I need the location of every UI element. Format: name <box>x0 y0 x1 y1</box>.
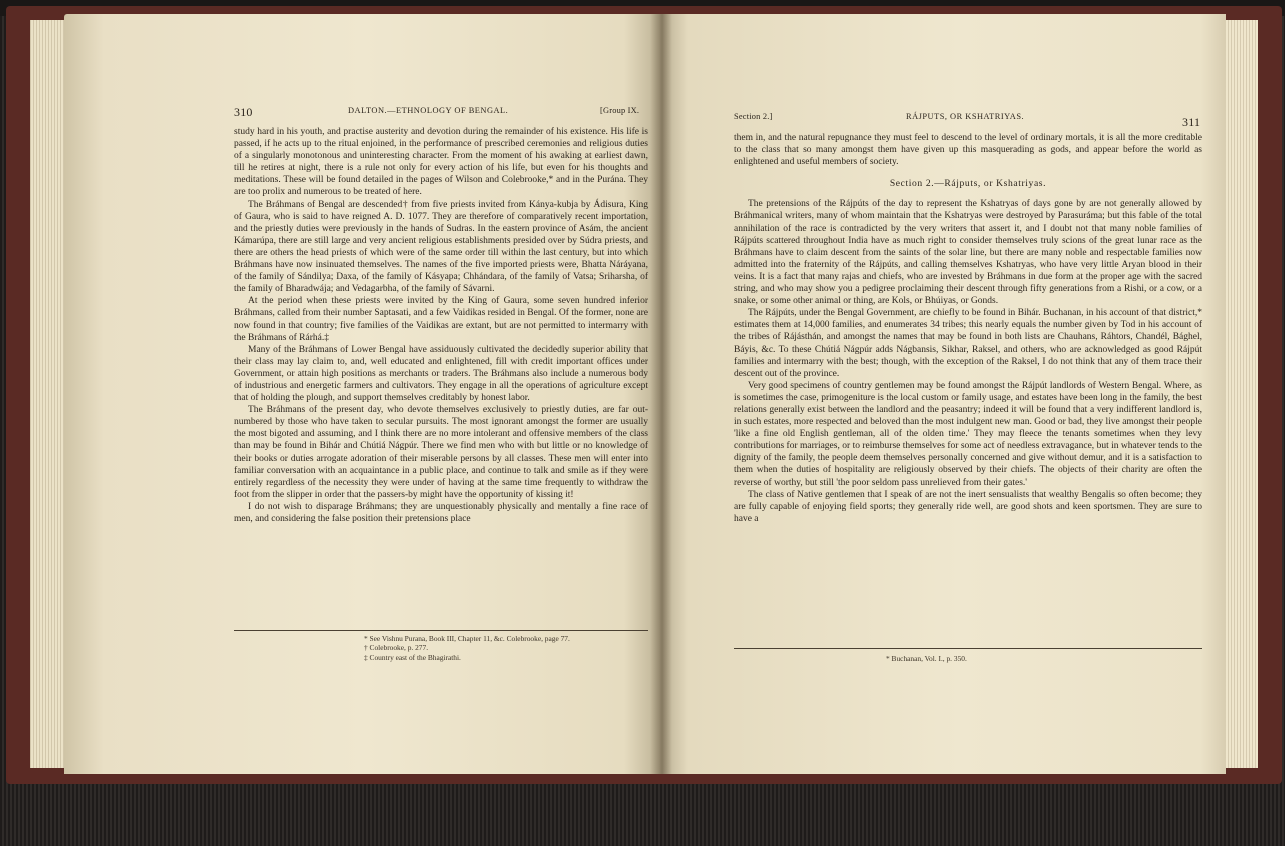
right-intro-paragraph: them in, and the natural repugnance they must feel to descend to the level of ordinary mortals, it is all the more creditable to the class that so many amongst them have given up this masquerading as gods, and appear before the world as enlightened and useful members of society. <box>734 133 1202 168</box>
left-paragraph: study hard in his youth, and practise austerity and devotion during the remainder of his existence. His life is passed, if he acts up to the ritual enjoined, in the performance of prescribed ceremonies and religious duties of a singularly monotonous and uninteresting character. From the moment of his awaking at earliest dawn, till he retires at night, there is a rule not only for every action of his life, but even for his thoughts and meditations. These will be found detailed in the pages of Wilson and Colebrooke,* and in the Purána. They are too prolix and numerous to be treated of here. <box>234 127 648 198</box>
right-page <box>660 14 1226 774</box>
section-heading: Section 2.—Rájputs, or Kshatriyas. <box>889 178 1047 190</box>
right-footnote-rule <box>734 648 1202 649</box>
left-page <box>64 14 660 774</box>
left-page-number: 310 <box>234 105 253 119</box>
left-footnotes <box>364 634 570 662</box>
footnote: * Buchanan, Vol. I., p. 350. <box>886 654 967 663</box>
footnote: * See Vishnu Purana, Book III, Chapter 11, &c. Colebrooke, page 77. <box>364 634 570 643</box>
left-paragraph: The Bráhmans of Bengal are descended† from five priests invited from Kánya-kubja by Ádisura, King of Gaura, who is said to have reigned A. D. 1077. They are therefore of comparatively recent importation, and the priestly duties were previously in the hands of Sudras. In the eastern province of Asám, the ancient Kámarúpa, there are still large and very ancient religious establishments presided over by Súdra priests, and there are others the head priests of which were of the same order till within the last century, but into which Bráhmans have now insinuated themselves. The names of the five imported priests were, Bhatta Náráyana, of the family of Sándilya; Daxa, of the family of Kásyapa; Chhándara, of the family of Vatsa; Sriharsha, of the family of Bharadwája; and Vedagarbha, of the family of Sávarni. <box>234 199 648 295</box>
right-page-number: 311 <box>1182 115 1201 129</box>
left-body-text <box>234 126 648 525</box>
book-gutter <box>650 14 672 774</box>
right-body-text <box>734 132 1202 525</box>
right-running-title: RÁJPUTS, OR KSHATRIYAS. <box>906 112 1025 121</box>
right-paragraph: The pretensions of the Rájpúts of the day to represent the Kshatryas of days gone by are not generally allowed by Bráhmanical writers, many of whom maintain that the Kshatryas were destroyed by Parasuráma; but this fable of the total annihilation of the race is contradicted by the very writers that assert it, and I doubt not that many noble families of Rájpúts scattered throughout India have as much right to consider themselves truly scions of the great lunar race as the Bráhmans have to claim descent from the saints of the solar line, but there are many noble and respectable families now admitted into the fraternity of the Rájpúts, and calling themselves Kshatryas, who have very little Aryan blood in their veins. It is a fact that many rajas and chiefs, who are invested by Bráhmans in due form at the proper age with the sacred string, and who may show you a pedigree proclaiming their descent through fifty generations from a Rishi, or a cow, or a snake, or some other animal or thing, are Kols, or Bhúiyas, or Gonds. <box>734 199 1202 307</box>
left-paragraph: Many of the Bráhmans of Lower Bengal have assiduously cultivated the decidedly superior ability that their class may lay claim to, and, well educated and enlightened, fill with credit important offices under Government, or attain high positions as merchants or traders. The Bráhmans also include a numerous body of industrious and energetic farmers and cultivators. They engage in all the operations of agriculture except that of holding the plough, and support themselves creditably by honest labor. <box>234 344 648 404</box>
right-paragraph: The Rájpúts, under the Bengal Government, are chiefly to be found in Bihár. Buchanan, in his account of that district,* estimates them at 14,000 families, and enumerates 34 tribes; this nearly equals the number given by Tod in his account of the tribes of Rájásthán, and amongst the names that may be found in both lists are Chauhans, Ráhtors, Chandél, Bághel, Báyis, &c. To these Chútiá Nágpúr adds Nágbansis, Sikhar, Raksel, and others, who are acknowledged as good Rájpút families and intermarry with the best; though, with the exception of the Raksel, I do not think that any of them trace their descent out of the province. <box>734 308 1202 379</box>
right-paragraph: Very good specimens of country gentlemen may be found amongst the Rájpút landlords of Western Bengal. Where, as is sometimes the case, primogeniture is the local custom or family usage, and estates have been long in the family, the best relations generally exist between the landlord and the peasantry; indeed it will be found that a very indifferent landlord is, in such estates, more respected and beloved than the most indulgent new man. Good or bad, they live amongst their people 'like a fine old English gentleman, all of the olden time.' They may fleece the tenants sometimes when they levy contributions for marriages, or to reimburse themselves for some act of needless extravagance, but in whatever tends to the dignity of the family, the people deem themselves personally concerned and give without demur, and it is a satisfaction to them when the duties of hospitality are religiously observed by their chiefs. The objects of their charity are often the reverse of worthy, but still 'the poor seldom pass unrelieved from their gates.' <box>734 380 1202 488</box>
footnote: ‡ Country east of the Bhagirathi. <box>364 652 461 662</box>
footnote: † Colebrooke, p. 277. <box>364 643 429 653</box>
left-running-title: DALTON.—ETHNOLOGY OF BENGAL. <box>348 106 509 115</box>
right-footnotes <box>886 654 967 663</box>
section-mark: Section 2.] <box>734 112 773 121</box>
left-footnote-rule <box>234 630 648 631</box>
left-page-edges <box>30 20 66 768</box>
right-page-edges <box>1222 20 1258 768</box>
left-paragraph: The Bráhmans of the present day, who devote themselves exclusively to priestly duties, are far out-numbered by those who have taken to secular pursuits. The most ignorant amongst the former are usually the most bigoted and assuming, and I think there are no more intolerant and offensive members of the class than may be found in Bihár and Chútiá Nágpúr. There we find men who with but little or no knowledge of their books or duties arrogate adoration of their miserable persons by all classes. These men will enter into familiar conversation with an acquaintance in a public place, and continue to talk and smile as if they were entirely regardless of the necessity they were under of having at the same time frequently to withdraw the foot from the slipper in order that the passers-by might have the opportunity of kissing it! <box>234 405 648 500</box>
left-paragraph: I do not wish to disparage Bráhmans; they are unquestionably physically and mentally a fine race of men, and considering the false position their pretensions place <box>234 501 648 524</box>
chapter-mark: [Group IX. <box>600 106 640 115</box>
left-paragraph: At the period when these priests were invited by the King of Gaura, some seven hundred inferior Bráhmans, called from their number Saptasati, and a few Vaidikas resided in Bengal. Of the former, none are now found in that country; five families of the Vaidikas are extant, but are not permitted to intermarry with the Bráhmans of Rárhá.‡ <box>234 296 648 343</box>
right-paragraph: The class of Native gentlemen that I speak of are not the inert sensualists that wealthy Bengalis so often become; they are fully capable of enjoying field sports; they generally ride well, are good shots and keen sportsmen. They are sure to have a <box>734 489 1202 524</box>
